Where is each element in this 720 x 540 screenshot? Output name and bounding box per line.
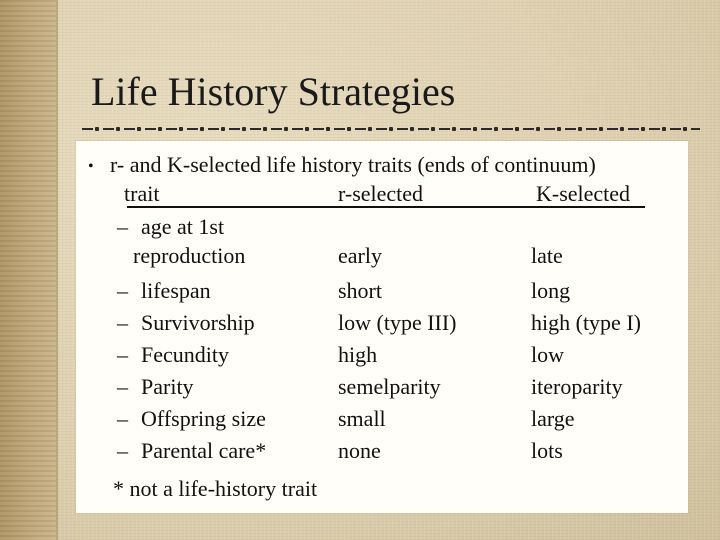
title-divider (82, 124, 700, 134)
divider-dot (473, 127, 477, 131)
divider-dot (137, 127, 141, 131)
slide-title: Life History Strategies (91, 69, 456, 114)
divider-dash (586, 128, 597, 130)
divider-dot (683, 127, 687, 131)
divider-dot (158, 127, 162, 131)
divider-dot (347, 127, 351, 131)
row-dash: – (117, 406, 128, 431)
divider-dash (397, 128, 408, 130)
divider-dot (431, 127, 435, 131)
divider-dash (103, 128, 114, 130)
divider-dash (607, 128, 618, 130)
column-header-k-selected: K-selected (536, 181, 631, 206)
divider-dash (481, 128, 492, 130)
divider-dash (502, 128, 513, 130)
k-value-fecundity: low (531, 342, 564, 367)
divider-dot (368, 127, 372, 131)
r-value-lifespan: short (338, 278, 382, 303)
divider-dash (565, 128, 576, 130)
divider-dash (145, 128, 156, 130)
divider-dot (557, 127, 561, 131)
divider-dot (263, 127, 267, 131)
divider-dot (221, 127, 225, 131)
divider-dot (326, 127, 330, 131)
row-dash: – (117, 374, 128, 399)
divider-dash (313, 128, 324, 130)
trait-fecundity: Fecundity (141, 342, 229, 367)
decorative-band-edge (56, 0, 58, 540)
header-underline (127, 206, 645, 208)
divider-dash (229, 128, 240, 130)
divider-dash (691, 128, 700, 130)
r-value-offspring-size: small (338, 406, 386, 431)
divider-dot (179, 127, 183, 131)
divider-dot (116, 127, 120, 131)
k-value-parity: iteroparity (531, 374, 623, 399)
divider-dash (271, 128, 282, 130)
trait-parental-care: Parental care* (141, 438, 267, 463)
row-dash: – (117, 310, 128, 335)
k-value-age: late (531, 243, 563, 268)
k-value-survivorship: high (type I) (531, 310, 641, 335)
divider-dot (641, 127, 645, 131)
row-dash: – (117, 214, 128, 239)
divider-dot (284, 127, 288, 131)
divider-dash (376, 128, 387, 130)
row-dash: – (117, 278, 128, 303)
divider-dash (292, 128, 303, 130)
divider-dash (418, 128, 429, 130)
r-value-parity: semelparity (338, 374, 441, 399)
intro-text: r- and K-selected life history traits (ends of continuum) (110, 152, 596, 177)
trait-survivorship: Survivorship (141, 310, 255, 335)
divider-dot (452, 127, 456, 131)
r-value-parental-care: none (338, 438, 381, 463)
divider-dot (410, 127, 414, 131)
divider-dash (208, 128, 219, 130)
divider-dot (242, 127, 246, 131)
column-header-trait: trait (124, 181, 160, 206)
divider-dash (649, 128, 660, 130)
divider-dot (305, 127, 309, 131)
r-value-age: early (338, 243, 382, 268)
divider-dash (355, 128, 366, 130)
divider-dot (515, 127, 519, 131)
footnote: * not a life-history trait (113, 476, 318, 501)
trait-age-line1: age at 1st (141, 214, 225, 239)
trait-age-line2: reproduction (133, 243, 246, 268)
divider-dash (334, 128, 345, 130)
column-header-r-selected: r-selected (338, 181, 424, 206)
row-dash: – (117, 342, 128, 367)
divider-dot (620, 127, 624, 131)
divider-dot (536, 127, 540, 131)
divider-dash (628, 128, 639, 130)
k-value-parental-care: lots (531, 438, 563, 463)
divider-dash (187, 128, 198, 130)
k-value-offspring-size: large (531, 406, 575, 431)
divider-dot (662, 127, 666, 131)
divider-dot (200, 127, 204, 131)
decorative-side-band (0, 0, 56, 540)
trait-parity: Parity (141, 374, 194, 399)
divider-dot (599, 127, 603, 131)
divider-dot (389, 127, 393, 131)
r-value-fecundity: high (338, 342, 378, 367)
k-value-lifespan: long (531, 278, 571, 303)
divider-dot (95, 127, 99, 131)
divider-dash (670, 128, 681, 130)
trait-offspring-size: Offspring size (141, 406, 266, 431)
row-dash: – (117, 438, 128, 463)
divider-dash (166, 128, 177, 130)
divider-dash (544, 128, 555, 130)
divider-dash (460, 128, 471, 130)
divider-dot (578, 127, 582, 131)
divider-dash (124, 128, 135, 130)
divider-dot (494, 127, 498, 131)
divider-dash (439, 128, 450, 130)
divider-dash (250, 128, 261, 130)
bullet-icon: • (88, 158, 94, 175)
trait-lifespan: lifespan (141, 278, 211, 303)
r-value-survivorship: low (type III) (338, 310, 457, 335)
divider-dash (523, 128, 534, 130)
divider-dash (82, 128, 93, 130)
